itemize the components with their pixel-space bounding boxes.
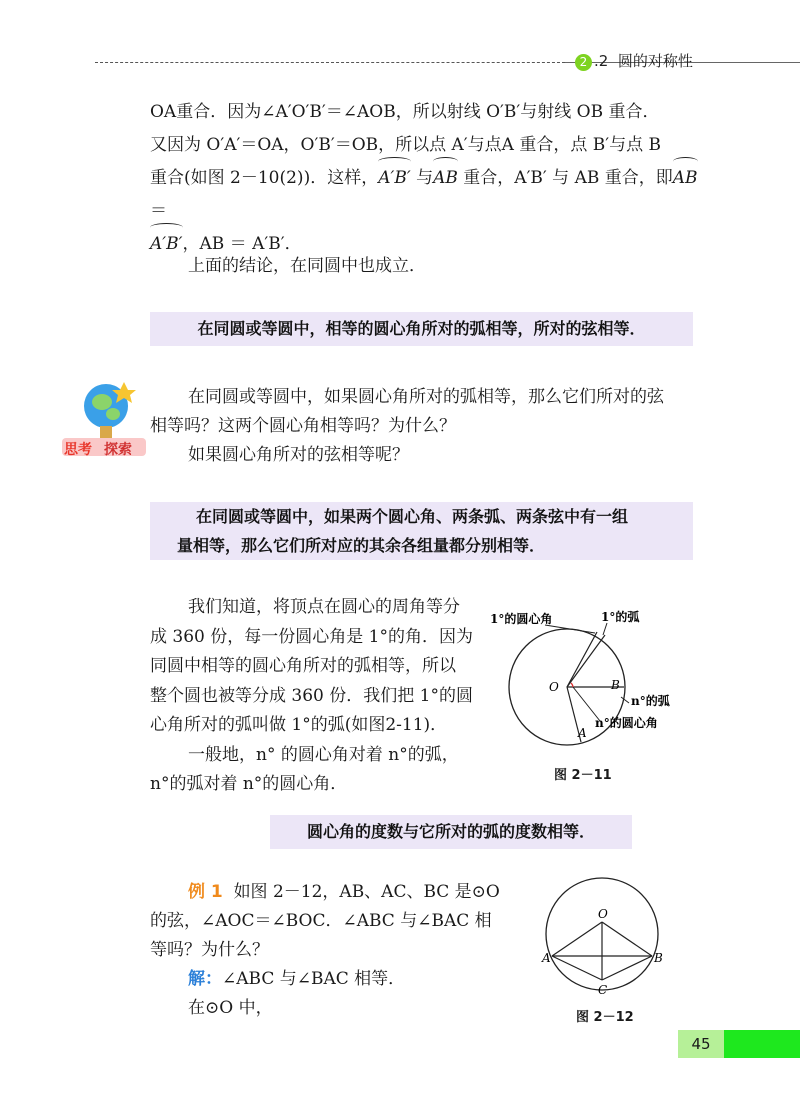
example-line-1	[150, 878, 530, 907]
example-1	[150, 878, 530, 1023]
arc-a1b1-2: A′B′	[150, 228, 183, 261]
header-dashed-rule	[95, 62, 565, 63]
fig211-label-anglen: n°的圆心角	[595, 716, 658, 730]
example-line-4	[150, 965, 530, 994]
p3-line-7: n°的弧对着 n°的圆心角．	[150, 774, 348, 794]
example-line-3: 等吗？为什么？	[150, 940, 269, 960]
p1-line-3c: 重合，A′B′ 与 AB 重合，即	[457, 168, 673, 188]
fig212-label-b: B	[654, 951, 663, 965]
arc-ab-1: AB	[433, 162, 458, 195]
fig211-label-o: O	[549, 680, 559, 694]
p1-line-3	[150, 162, 710, 228]
paragraph-1	[150, 96, 710, 261]
section-number-rest: .2	[594, 52, 609, 70]
p3-line-3: 同圆中相等的圆心角所对的弧相等，所以	[150, 656, 456, 676]
p3-line-1: 我们知道，将顶点在圆心的周角等分	[188, 597, 460, 617]
p3-line-4: 整个圆也被等分成 360 份．我们把 1°的圆	[150, 685, 473, 706]
explore-line-3: 如果圆心角所对的弦相等呢？	[188, 445, 409, 465]
fig212-label-a: A	[542, 951, 551, 965]
page-number: 45	[678, 1030, 724, 1058]
arc-a1b1: A′B′	[378, 162, 411, 195]
figure-2-11-caption: 图 2－11	[554, 768, 612, 783]
fig211-label-b: B	[611, 678, 620, 692]
theorem-box-1: 在同圆或等圆中，相等的圆心角所对的弧相等，所对的弦相等．	[150, 312, 693, 346]
p1-line-3d: ＝	[150, 201, 167, 221]
fig211-label-arc1: 1°的弧	[601, 610, 640, 624]
arc-ab-2: AB	[673, 162, 698, 195]
figure-2-12-caption: 图 2－12	[576, 1010, 634, 1025]
example-line-2: 的弦，∠AOC＝∠BOC．∠ABC 与∠BAC 相	[150, 911, 492, 931]
example-line-1-text: 如图 2－12，AB、AC、BC 是⊙O	[233, 882, 500, 902]
figure-2-11	[485, 605, 695, 755]
fig212-label-o: O	[598, 907, 608, 921]
p3-line-2: 成 360 份，每一份圆心角是 1°的角．因为	[150, 626, 473, 647]
section-title: 圆的对称性	[617, 52, 693, 70]
explore-label-think: 思考	[64, 442, 92, 458]
theorem-box-3: 圆心角的度数与它所对的弧的度数相等．	[270, 815, 632, 849]
explore-label-explore: 探索	[104, 442, 132, 458]
figure-2-12	[538, 868, 668, 1008]
fig211-label-a: A	[578, 726, 587, 740]
fig212-label-c: C	[598, 983, 608, 997]
fig211-label-arcn: n°的弧	[631, 694, 670, 708]
paragraph-2: 上面的结论，在同圆中也成立．	[188, 256, 426, 276]
solution-label: 解：	[188, 969, 222, 989]
explore-paragraph	[150, 383, 710, 470]
explore-icon	[58, 378, 150, 460]
explore-line-2: 相等吗？这两个圆心角相等吗？为什么？	[150, 416, 456, 436]
example-label: 例 1	[188, 882, 223, 902]
fig211-label-angle1: 1°的圆心角	[490, 612, 553, 626]
example-line-4-text: ∠ABC 与∠BAC 相等．	[222, 969, 406, 989]
box2-line-1: 在同圆或等圆中，如果两个圆心角、两条弧、两条弦中有一组	[196, 507, 629, 526]
paragraph-3	[150, 593, 480, 800]
p1-line-1: OA重合．因为∠A′O′B′＝∠AOB，所以射线 O′B′与射线 OB 重合．	[150, 102, 660, 122]
p3-line-5: 心角所对的弧叫做 1°的弧(如图2-11)．	[150, 715, 448, 735]
explore-line-1: 在同圆或等圆中，如果圆心角所对的弧相等，那么它们所对的弦	[188, 387, 664, 407]
p1-line-2: 又因为 O′A′＝OA，O′B′＝OB，所以点 A′与点A 重合，点 B′与点 B	[150, 135, 662, 155]
box2-line-2: 量相等，那么它们所对应的其余各组量都分别相等．	[177, 536, 546, 555]
section-number-badge: 2	[575, 54, 592, 71]
page-number-bar	[724, 1030, 800, 1058]
example-line-5: 在⊙O 中，	[188, 998, 273, 1018]
p1-line-3a: 重合(如图 2－10(2))．这样，	[150, 168, 379, 188]
p1-line-3b: 与	[410, 168, 434, 188]
section-tag	[575, 50, 693, 71]
p3-line-6: 一般地，n° 的圆心角对着 n°的弧，	[188, 744, 459, 765]
p1-line-4-text: ，AB ＝ A′B′．	[182, 234, 302, 254]
theorem-box-2	[150, 502, 693, 560]
